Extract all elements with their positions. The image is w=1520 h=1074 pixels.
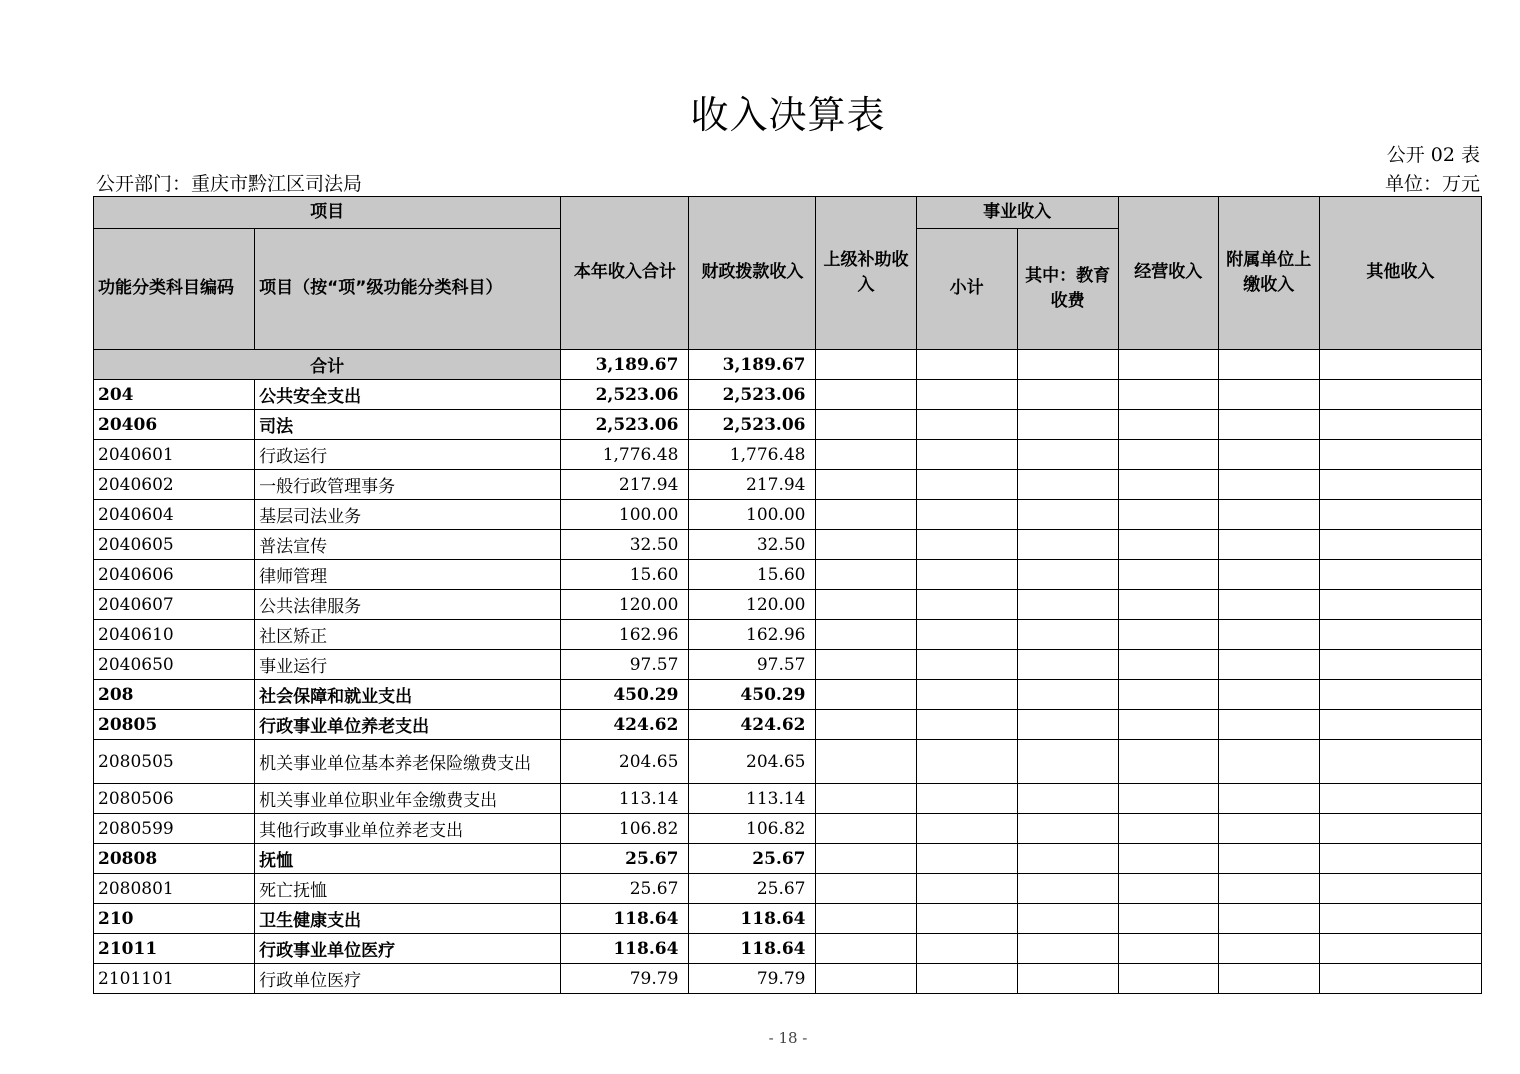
total-income-cell: 100.00 [561,500,689,530]
header-item: 项目（按“项”级功能分类科目） [255,229,561,350]
item-cell: 社会保障和就业支出 [255,680,561,710]
code-cell: 20406 [94,410,255,440]
empty-cell [1118,814,1218,844]
empty-cell [1017,650,1118,680]
header-other: 其他收入 [1319,197,1481,350]
item-cell: 行政事业单位医疗 [255,934,561,964]
table-row [94,964,1482,994]
empty-cell [1319,560,1481,590]
empty-cell [1017,590,1118,620]
empty-cell [1017,410,1118,440]
empty-cell [816,500,916,530]
item-cell: 其他行政事业单位养老支出 [255,814,561,844]
empty-cell [1017,680,1118,710]
fiscal-cell: 1,776.48 [689,440,816,470]
code-cell: 21011 [94,934,255,964]
fiscal-cell: 106.82 [689,814,816,844]
total-income-cell: 3,189.67 [561,350,689,380]
form-number: 公开 02 表 [1386,144,1480,166]
table-row [94,680,1482,710]
empty-cell [1319,470,1481,500]
item-cell: 机关事业单位基本养老保险缴费支出 [255,740,561,784]
page-number: - 18 - [768,1029,808,1047]
total-income-cell: 118.64 [561,904,689,934]
fiscal-cell: 32.50 [689,530,816,560]
empty-cell [916,814,1017,844]
empty-cell [1218,440,1319,470]
empty-cell [1017,710,1118,740]
code-cell: 2040650 [94,650,255,680]
total-income-cell: 424.62 [561,710,689,740]
empty-cell [916,380,1017,410]
empty-cell [1118,530,1218,560]
empty-cell [816,380,916,410]
empty-cell [1118,650,1218,680]
empty-cell [1319,620,1481,650]
table-row [94,470,1482,500]
empty-cell [1218,410,1319,440]
empty-cell [916,500,1017,530]
fiscal-cell: 25.67 [689,844,816,874]
item-cell: 律师管理 [255,560,561,590]
empty-cell [1319,590,1481,620]
empty-cell [1017,380,1118,410]
total-income-cell: 25.67 [561,874,689,904]
empty-cell [1118,590,1218,620]
table-header [94,197,1482,350]
fiscal-cell: 79.79 [689,964,816,994]
table-row [94,620,1482,650]
total-income-cell: 1,776.48 [561,440,689,470]
empty-cell [1218,814,1319,844]
empty-cell [1017,470,1118,500]
table-row [94,740,1482,784]
code-cell: 2040610 [94,620,255,650]
empty-cell [1218,680,1319,710]
empty-cell [816,590,916,620]
table-row [94,904,1482,934]
page-title: 收入决算表 [690,93,886,137]
empty-cell [1218,560,1319,590]
code-cell: 20805 [94,710,255,740]
empty-cell [816,470,916,500]
table-row [94,530,1482,560]
empty-cell [1319,740,1481,784]
fiscal-cell: 450.29 [689,680,816,710]
item-cell: 行政运行 [255,440,561,470]
empty-cell [1319,844,1481,874]
fiscal-cell: 2,523.06 [689,410,816,440]
empty-cell [1017,904,1118,934]
empty-cell [1319,650,1481,680]
code-cell: 204 [94,380,255,410]
empty-cell [916,844,1017,874]
empty-cell [1218,784,1319,814]
empty-cell [1118,680,1218,710]
code-cell: 2040602 [94,470,255,500]
item-cell: 司法 [255,410,561,440]
code-cell: 208 [94,680,255,710]
empty-cell [1118,560,1218,590]
empty-cell [816,964,916,994]
empty-cell [1017,500,1118,530]
empty-cell [1118,964,1218,994]
table-row [94,410,1482,440]
total-row [94,350,1482,380]
item-cell: 公共安全支出 [255,380,561,410]
item-cell: 行政事业单位养老支出 [255,710,561,740]
income-table [93,196,1482,994]
empty-cell [816,844,916,874]
total-income-cell: 79.79 [561,964,689,994]
empty-cell [816,440,916,470]
empty-cell [916,964,1017,994]
empty-cell [1118,410,1218,440]
empty-cell [1118,904,1218,934]
empty-cell [1319,814,1481,844]
empty-cell [1319,680,1481,710]
total-income-cell: 32.50 [561,530,689,560]
fiscal-cell: 97.57 [689,650,816,680]
total-income-cell: 217.94 [561,470,689,500]
table-row [94,934,1482,964]
empty-cell [1218,500,1319,530]
empty-cell [1017,934,1118,964]
empty-cell [1118,380,1218,410]
empty-cell [1319,784,1481,814]
item-cell: 基层司法业务 [255,500,561,530]
empty-cell [1118,710,1218,740]
empty-cell [916,934,1017,964]
item-cell: 普法宣传 [255,530,561,560]
fiscal-cell: 120.00 [689,590,816,620]
header-total-income: 本年收入合计 [561,197,689,350]
empty-cell [1218,874,1319,904]
total-income-cell: 2,523.06 [561,410,689,440]
total-income-cell: 450.29 [561,680,689,710]
empty-cell [816,904,916,934]
fiscal-cell: 15.60 [689,560,816,590]
empty-cell [1319,904,1481,934]
empty-cell [1218,934,1319,964]
empty-cell [816,530,916,560]
total-income-cell: 2,523.06 [561,380,689,410]
table-row [94,844,1482,874]
empty-cell [1118,620,1218,650]
empty-cell [1017,620,1118,650]
empty-cell [1218,590,1319,620]
empty-cell [816,934,916,964]
empty-cell [816,620,916,650]
header-fiscal: 财政拨款收入 [689,197,816,350]
fiscal-cell: 118.64 [689,904,816,934]
empty-cell [816,814,916,844]
code-cell: 20808 [94,844,255,874]
empty-cell [1319,380,1481,410]
empty-cell [916,650,1017,680]
fiscal-cell: 100.00 [689,500,816,530]
empty-cell [1319,934,1481,964]
code-cell: 2080599 [94,814,255,844]
empty-cell [916,530,1017,560]
item-cell: 一般行政管理事务 [255,470,561,500]
empty-cell [916,620,1017,650]
code-cell: 2040604 [94,500,255,530]
empty-cell [816,680,916,710]
item-cell: 机关事业单位职业年金缴费支出 [255,784,561,814]
header-operating: 经营收入 [1118,197,1218,350]
empty-cell [1319,710,1481,740]
empty-cell [916,410,1017,440]
empty-cell [1218,710,1319,740]
empty-cell [916,904,1017,934]
item-cell: 公共法律服务 [255,590,561,620]
empty-cell [1118,784,1218,814]
empty-cell [816,784,916,814]
empty-cell [1017,964,1118,994]
code-cell: 2040606 [94,560,255,590]
empty-cell [816,560,916,590]
unit-label: 单位：万元 [1384,173,1480,195]
header-subtotal: 小计 [916,229,1017,350]
empty-cell [1118,740,1218,784]
code-cell: 2080506 [94,784,255,814]
empty-cell [1118,934,1218,964]
empty-cell [816,410,916,440]
code-cell: 2101101 [94,964,255,994]
item-cell: 事业运行 [255,650,561,680]
fiscal-cell: 25.67 [689,874,816,904]
fiscal-cell: 424.62 [689,710,816,740]
empty-cell [1218,380,1319,410]
total-income-cell: 120.00 [561,590,689,620]
empty-cell [816,740,916,784]
code-cell: 2040605 [94,530,255,560]
empty-cell [1319,874,1481,904]
empty-cell [1319,500,1481,530]
table-row [94,814,1482,844]
empty-cell [916,440,1017,470]
item-cell: 卫生健康支出 [255,904,561,934]
header-code: 功能分类科目编码 [94,229,255,350]
empty-cell [1218,530,1319,560]
empty-cell [1218,740,1319,784]
header-superior-subsidy: 上级补助收入 [816,197,916,350]
empty-cell [1319,964,1481,994]
empty-cell [916,784,1017,814]
header-affiliated: 附属单位上缴收入 [1218,197,1319,350]
code-cell: 2040601 [94,440,255,470]
empty-cell [1319,530,1481,560]
code-cell: 210 [94,904,255,934]
empty-cell [916,560,1017,590]
header-project: 项目 [94,197,561,229]
empty-cell [1218,844,1319,874]
empty-cell [1017,784,1118,814]
item-cell: 抚恤 [255,844,561,874]
fiscal-cell: 2,523.06 [689,380,816,410]
empty-cell [1218,904,1319,934]
empty-cell [1319,440,1481,470]
department-label: 公开部门：重庆市黔江区司法局 [96,173,363,195]
fiscal-cell: 162.96 [689,620,816,650]
fiscal-cell: 113.14 [689,784,816,814]
empty-cell [1017,814,1118,844]
total-income-cell: 15.60 [561,560,689,590]
header-business-income: 事业收入 [916,197,1118,229]
empty-cell [916,874,1017,904]
empty-cell [1118,874,1218,904]
empty-cell [1017,560,1118,590]
code-cell: 2080505 [94,740,255,784]
table-row [94,440,1482,470]
empty-cell [1218,620,1319,650]
table-row [94,710,1482,740]
empty-cell [916,740,1017,784]
header-education-fee: 其中：教育收费 [1017,229,1118,350]
empty-cell [1017,874,1118,904]
empty-cell [916,470,1017,500]
table-row [94,784,1482,814]
empty-cell [916,710,1017,740]
empty-cell [1017,440,1118,470]
total-fiscal-cell: 3,189.67 [689,350,816,380]
empty-cell [1319,410,1481,440]
item-cell: 死亡抚恤 [255,874,561,904]
fiscal-cell: 217.94 [689,470,816,500]
empty-cell [1017,530,1118,560]
total-income-cell: 25.67 [561,844,689,874]
table-row [94,650,1482,680]
empty-cell [1118,440,1218,470]
empty-cell [1017,844,1118,874]
total-income-cell: 113.14 [561,784,689,814]
table-row [94,380,1482,410]
fiscal-cell: 204.65 [689,740,816,784]
code-cell: 2080801 [94,874,255,904]
total-label: 合计 [94,350,561,380]
item-cell: 行政单位医疗 [255,964,561,994]
total-income-cell: 106.82 [561,814,689,844]
table-row [94,560,1482,590]
item-cell: 社区矫正 [255,620,561,650]
empty-cell [816,874,916,904]
fiscal-cell: 118.64 [689,934,816,964]
table-row [94,500,1482,530]
empty-cell [1118,844,1218,874]
total-income-cell: 97.57 [561,650,689,680]
table-row [94,874,1482,904]
table-body [94,350,1482,994]
empty-cell [916,680,1017,710]
table-row [94,590,1482,620]
empty-cell [1017,740,1118,784]
empty-cell [1218,470,1319,500]
total-income-cell: 118.64 [561,934,689,964]
empty-cell [1118,500,1218,530]
empty-cell [916,590,1017,620]
empty-cell [816,650,916,680]
code-cell: 2040607 [94,590,255,620]
empty-cell [1218,650,1319,680]
empty-cell [816,710,916,740]
empty-cell [1218,964,1319,994]
empty-cell [1118,470,1218,500]
total-income-cell: 204.65 [561,740,689,784]
total-income-cell: 162.96 [561,620,689,650]
